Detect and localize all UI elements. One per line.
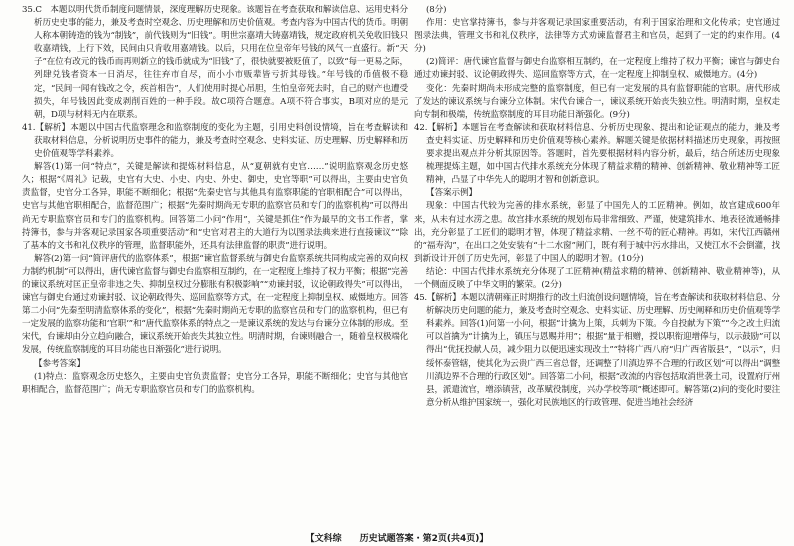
answer-35-paragraph: 35.C 本题以明代货币制度问题情景，深度理解历史现象。该题旨在考查获取和解读信息、运用史料分析历史史事的能力，兼及考查时空观念、历史理解和历史价值观。考查内容为中国古代的货币。明朝人称本朝铸造的钱为“制钱”，前代钱则为“旧钱”。明世宗嘉靖大铸嘉靖钱，规定政府机关免收旧钱只收嘉靖钱，上行下效，民间由只肯收用嘉靖钱。以后，只用在位皇帝年号钱的风气一直盛行。新“天子”在位有改元的钱币而再则新立的钱币就成为“旧钱”了，很快就要被贬值了，以致“每一更易之际，列肆兑钱者资本一日消尽，往往弃市自尽，而小小市贩辈皆亏折其母钱。”年号钱的币值极不稳定，“民间一闻有钱改之令，疾首相告”，人们使用时提心吊胆，生怕皇帝死去时，自己的财产也遭受损失，年号钱因此变成剥削百姓的一种手段。故C项符合题意。A项不符合事实，B项对应的是元朝，D项与材料无内在联系。: [22, 5, 408, 120]
example-answer-phenomenon: 现象：中国古代较为完善的排水系统，彰显了中国先人的工匠精神。例如，故宫建成600年来，从未有过水涝之患。故宫排水系统的规划布局非常细致、严谨，使建筑排水、地表径流通畅排出，充分彰显了工匠们的聪明才智，体现了精益求精、一丝不苟的匠心精神。再如，宋代江西赣州的“福寿沟”，在出口之处安装有“十二水窗”闸门，既有利于城中污水排出，又使江水不会倒灌，找到新设计开创了历史先河，彰显了中国人的聪明才智。(10分): [414, 201, 780, 264]
example-answer-conclusion: 结论：中国古代排水系统充分体现了工匠精神(精益求精的精神、创新精神、敬业精神等)，从一个侧面反映了中华文明的繁荣。(2分): [414, 266, 780, 290]
page-footer: 【文科综 历史试题答案・第2页(共4页)】: [305, 534, 489, 544]
answer-41-analysis: 41.【解析】本题以中国古代监察理念和监察制度的变化为主题，引用史料创设情境，旨在考查解读和获取材料信息，分析说明历史事件的能力，兼及考查时空观念、史料实证、历史理解、历史解释和历史价值观等学科素养。: [22, 122, 408, 160]
answer-41-part1-explanation: 解答(1)第一问“特点”，关键是解读和提炼材料信息，从“夏朝就有史官……”说明监察观念历史悠久；根据“《周礼》记载，史官有大史、小史、内史、外史、御史，史官等职”可以得出，主要由史官负责监督，史官分工各异，职能不断细化；根据“先秦史官与其他具有监察职能的官职相配合”可以得出，史官与其他官职相配合，监督范围广；根据“先秦时期尚无专职的监察官员和专门的监察机构”可以得出尚无专职监察官员和专门的监察机构。回答第二小问“作用”，关键是抓住“作为最早的文书工作者，掌持簿书，参与并客观记录国家各项重要活动”和“史官对君主的大道行为以图录法典来进行直接谏议”“除了基本的文书和礼仪秩序的管理，监督职能外，还具有法律监督的职责”进行说明。: [22, 162, 408, 251]
left-column: [22, 4, 408, 397]
reference-answer-title: 【参考答案】: [34, 358, 85, 369]
right-column: [414, 4, 780, 410]
answer-41-role: 作用：史官掌持簿书，参与并客观记录国家重要活动，有利于国家治理和文化传承；史官通过图录法典，管理文书和礼仪秩序，法律等方式劝谏监督君主和官员，起到了一定的约束作用。(4分): [414, 18, 780, 55]
reference-answer-1: (1)特点：监察观念历史悠久，主要由史官负责监督；史官分工各异，职能不断细化；史官与其他官职相配合，监督范围广；尚无专职监察官员和专门的监察机构。: [22, 371, 408, 395]
answer-42-analysis: 42.【解析】本题旨在考查解读和获取材料信息、分析历史现象、提出和论证观点的能力，兼及考查史料实证、历史解释和历史价值观等核心素养。解题关键是依据材料描述历史现象，再按照要求提出观点并分析其原因等。答题时，首先要根据材料内容分析，最后，结合所述历史现象梳理提炼主题，如中国古代排水系统充分体现了精益求精的精神、创新精神、敬业精神等工匠精神，凸显了中华先人的聪明才智和创新意识。: [414, 122, 780, 186]
example-answer-title: 【答案示例】: [426, 188, 477, 199]
answer-41-part2-review: (2)简评：唐代谏官监督与御史台监察相互制约，在一定程度上维持了权力平衡；谏官与御史台通过劝谏封驳、议论朝政得失、巡回监察等方式，在一定程度上抑制皇权、威慑地方。(4分): [414, 57, 780, 81]
answer-41-part2-explanation: 解答(2)第一问“简评唐代的监察体系”，根据“谏官监督系统与御史台监察系统共同构成完善的双向权力制约机制”可以得出，唐代谏官监督与御史台监察相互制约，在一定程度上维持了权力平衡；根据“完善的谏议系统对匡正皇帝非违之失、抑制皇权过分膨胀有积极影响”“劝谏封驳，议论朝政得失”可以得出，谏官与御史台通过劝谏封驳、议论朝政得失、巡回监察等方式，在一定程度上抑制皇权、威慑地方。回答第二小问“先秦至明清监察体系的变化”，根据“先秦时期尚无专职的监察官员和专门的监察机构，但已有一定发展的监察功能和‘官职’”和“唐代监察体系的特点之一是谏议系统的发达与台谏分立体制的形成。至宋代，台谏却由分立趋向融合，谏议系统开始丧失其独立性。明清时期，台谏则融合一，随着皇权极端化发展，传统监察制度的耳目功能也日渐强化”进行说明。: [22, 253, 408, 356]
answer-45-analysis: 45.【解析】本题以清朝雍正时期推行的改土归流创设问题情境，旨在考查解读和获取材料信息、分析解决历史问题的能力，兼及考查时空观念、史料实证、历史理解、历史阐释和历史价值观等学科素养。回答(1)问第一小问，根据“计擒为上策，兵刺为下策。今自投献为下策”“今之改土归流可以首擒为“计擒为上，镇压与恩赐并用”；根据“量于相赠，授以职衔迎增俸与，以示鼓励”可以得出“优抚投献人员，减少阻力以便迅速实现改土”“特将广西八府“归广西省版县”，“以示”，归绥怀泰管辖，使其化为云贵广西三省总督，还调整了川滇边界不合理的行政区划”可以得出“调整川滇边界不合理的行政区划”。回答第二小问，根据“改流的内容包括取消世袭土司，设置府厅州县，派遣流官，增添镇营，改革赋役制度，兴办学校等项”概述即可。解答第(2)问的变化时要注意分析从维护国家统一，强化对民族地区的行政管理、促进当地社会经济: [414, 293, 780, 408]
score-note: (8分): [426, 5, 447, 15]
answer-41-part2-change: 变化：先秦时期尚未形成完整的监察制度，但已有一定发展的具有监督职能的官职。唐代形成了发达的谏议系统与台谏分立体制。宋代台谏合一，谏议系统开始丧失独立性。明清时期，皇权走向专制和极端，传统监察制度的耳目功能日渐强化。(9分): [414, 83, 780, 120]
